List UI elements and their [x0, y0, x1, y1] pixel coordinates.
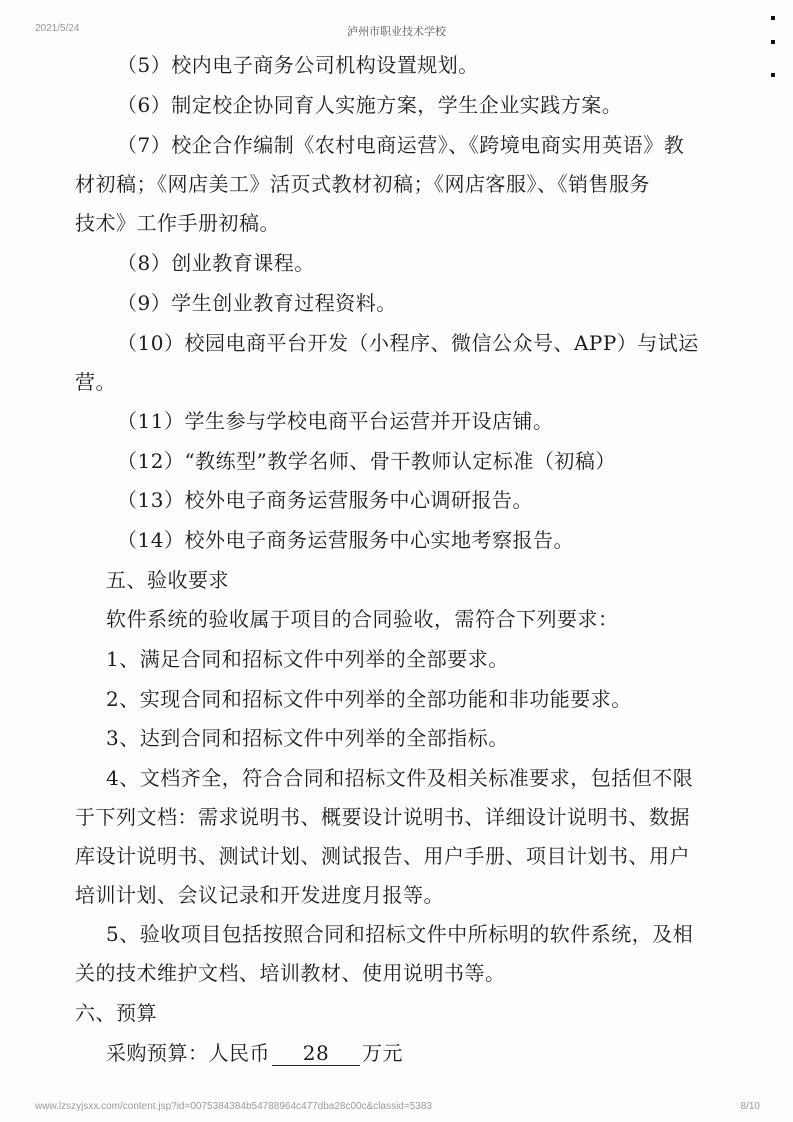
item-7-line-3: 技术》工作手册初稿。 — [75, 211, 280, 235]
requirement-5-line-1: 5、验收项目包括按照合同和招标文件中所标明的软件系统，及相 — [106, 922, 694, 946]
budget-label: 采购预算：人民币 — [106, 1041, 270, 1065]
requirement-4-line-1: 4、文档齐全，符合合同和招标文件及相关标准要求，包括但不限 — [106, 766, 694, 790]
item-6: （6）制定校企协同育人实施方案，学生企业实践方案。 — [117, 93, 623, 117]
section-5-heading: 五、验收要求 — [106, 568, 229, 592]
item-11: （11）学生参与学校电商平台运营并开设店铺。 — [117, 409, 554, 433]
item-7-line-2: 材初稿；《网店美工》活页式教材初稿；《网店客服》、《销售服务 — [75, 172, 650, 196]
page-number: 8/10 — [740, 1101, 760, 1112]
budget-amount: 28 — [272, 1041, 360, 1066]
requirement-3: 3、达到合同和招标文件中列举的全部指标。 — [106, 726, 509, 750]
requirement-4-line-4: 培训计划、会议记录和开发进度月报等。 — [75, 883, 444, 907]
item-10-line-1: （10）校园电商平台开发（小程序、微信公众号、APP）与试运 — [117, 331, 699, 355]
requirement-4-line-2: 于下列文档：需求说明书、概要设计说明书、详细设计说明书、数据 — [75, 805, 690, 829]
item-7-line-1: （7）校企合作编制《农村电商运营》、《跨境电商实用英语》教 — [117, 133, 685, 157]
budget-line — [106, 1037, 403, 1066]
requirement-4-line-3: 库设计说明书、测试计划、测试报告、用户手册、项目计划书、用户 — [75, 844, 690, 868]
scan-mark — [771, 73, 775, 77]
section-5-intro: 软件系统的验收属于项目的合同验收，需符合下列要求： — [106, 607, 619, 631]
item-14: （14）校外电子商务运营服务中心实地考察报告。 — [117, 528, 574, 552]
budget-unit: 万元 — [362, 1041, 403, 1065]
print-date: 2021/5/24 — [35, 23, 80, 34]
page-header-title: 泸州市职业技术学校 — [347, 26, 446, 38]
scan-mark — [771, 16, 775, 20]
item-5: （5）校内电子商务公司机构设置规划。 — [117, 53, 479, 77]
requirement-5-line-2: 关的技术维护文档、培训教材、使用说明书等。 — [75, 961, 506, 985]
section-6-heading: 六、预算 — [75, 1001, 157, 1025]
footer-url: www.lzszyjsxx.com/content.jsp?id=0075384384b54788964c477dba28c00c&classid=5383 — [35, 1101, 432, 1112]
requirement-2: 2、实现合同和招标文件中列举的全部功能和非功能要求。 — [106, 687, 632, 711]
item-12: （12）“教练型”教学名师、骨干教师认定标准（初稿） — [117, 449, 616, 473]
item-8: （8）创业教育课程。 — [117, 251, 315, 275]
item-13: （13）校外电子商务运营服务中心调研报告。 — [117, 488, 533, 512]
requirement-1: 1、满足合同和招标文件中列举的全部要求。 — [106, 647, 509, 671]
item-10-line-2: 营。 — [75, 370, 116, 394]
item-9: （9）学生创业教育过程资料。 — [117, 291, 397, 315]
scan-mark — [771, 40, 775, 44]
